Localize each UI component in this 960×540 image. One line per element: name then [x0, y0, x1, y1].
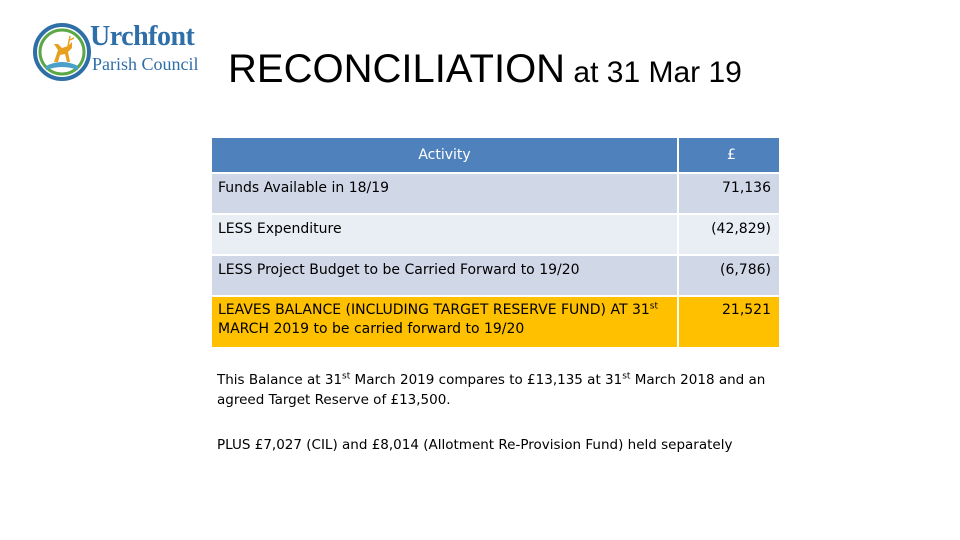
total-row: [212, 297, 781, 349]
table-row: [212, 256, 781, 297]
row-label: Funds Available in 18/19: [212, 174, 679, 215]
note1-sup2: st: [622, 371, 631, 382]
row-label: LESS Expenditure: [212, 215, 679, 256]
title-main: RECONCILIATION: [228, 47, 566, 91]
header-amount: £: [679, 138, 781, 174]
logo-subtitle: Parish Council: [92, 54, 199, 74]
row-amount: (42,829): [679, 215, 781, 256]
total-label-part1: LEAVES BALANCE (INCLUDING TARGET RESERVE FUND) AT 31: [218, 302, 650, 318]
note1-part-c: March 2018 and an agreed Target Reserve of £13,500.: [217, 372, 766, 408]
parish-council-logo: [28, 20, 208, 84]
header-activity: Activity: [212, 138, 679, 174]
logo-name: Urchfont: [90, 21, 195, 52]
note1-part-a: This Balance at 31: [217, 372, 343, 388]
deer-emblem-icon: [32, 22, 92, 82]
total-label-part2: MARCH 2019 to be carried forward to 19/20: [218, 321, 525, 337]
total-label-sup: st: [649, 301, 658, 312]
table-row: [212, 215, 781, 256]
table-header-row: [212, 138, 781, 174]
note1-sup1: st: [342, 371, 351, 382]
funds-held-note: PLUS £7,027 (CIL) and £8,014 (Allotment Re-Provision Fund) held separately: [217, 437, 733, 453]
row-label: LESS Project Budget to be Carried Forward to 19/20: [212, 256, 679, 297]
reconciliation-table: [212, 138, 781, 349]
total-amount: 21,521: [679, 297, 781, 349]
table-row: [212, 174, 781, 215]
title-date: at 31 Mar 19: [565, 56, 742, 89]
row-amount: 71,136: [679, 174, 781, 215]
note1-part-b: March 2019 compares to £13,135 at 31: [350, 372, 623, 388]
balance-note: [217, 370, 797, 410]
total-label: [212, 297, 679, 349]
page-title: [228, 44, 742, 103]
row-amount: (6,786): [679, 256, 781, 297]
